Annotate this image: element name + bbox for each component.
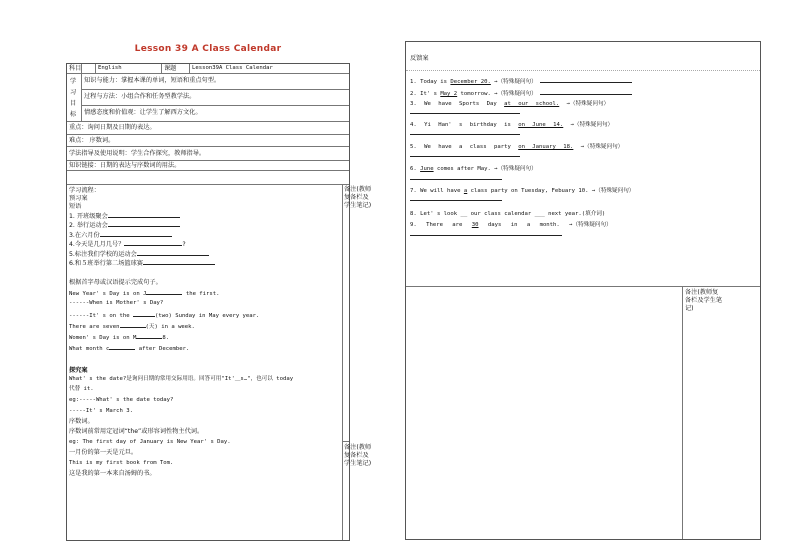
objective-knowledge: 知识与能力：掌握本课的单词，短语和重点句型。 — [84, 77, 221, 84]
phrase-item: 1. 开班级聚会 — [69, 212, 180, 220]
knowledge-link: 知识链接：日期的表达与序数词的用法。 — [69, 162, 181, 169]
feedback-heading: 反馈案 — [410, 55, 429, 62]
subject-label: 科目 — [69, 65, 82, 72]
lesson-plan-table — [66, 63, 372, 541]
page-title: Lesson 39 A Class Calendar — [134, 44, 282, 54]
side-note: 备注(教师复备栏及学生笔记) — [685, 289, 723, 312]
explore-line: 序数词前常用定冠词“the”或形容词性物主代词。 — [69, 428, 204, 435]
sentence-item: New Year' s Day is on J the first. — [69, 291, 220, 297]
feedback-q7: 7. We will have a class party on Tuesday, Febuary 10. →（特殊疑问句） — [410, 188, 635, 194]
difficulty: 难点： 序数词。 — [69, 137, 115, 144]
feedback-q3: 3. We have Sports Day at our school. →（特殊疑问句） — [410, 101, 610, 107]
preview-heading: 预习案 — [69, 195, 88, 202]
feedback-q9: 9. There are 30 days in a month. →（特殊疑问句） — [410, 222, 612, 228]
lesson-value: Lesson39A Class Calendar — [192, 65, 273, 71]
feedback-q5: 5. We have a class party on January 18. →（特殊疑问句） — [410, 144, 624, 150]
subject-value: English — [98, 65, 122, 71]
sentence-item: Women' s Day is on M 8. — [69, 335, 170, 341]
feedback-q2: 2. It' s May 2 tomorrow. →（特殊疑问句） — [410, 89, 632, 98]
objectives-label: 学习目标 — [70, 78, 77, 118]
explore-line: 这是我的第一本来自汤姆的书。 — [69, 470, 156, 477]
explore-line: This is my first book from Tom. — [69, 460, 174, 466]
lesson-label: 课题 — [164, 65, 177, 72]
sentence-item: What month c after December. — [69, 346, 190, 352]
feedback-q4: 4. Yi Han' s birthday is on June 14. →（特殊疑问句） — [410, 122, 614, 128]
side-note: 备注(教师复备栏及学生笔记) — [344, 186, 372, 209]
phrase-item: 5.标注我们学校的运动会 — [69, 250, 209, 258]
side-note: 备注(教师复备栏及学生笔记) — [344, 444, 372, 467]
explore-line: eg: The first day of January is New Year' s Day. — [69, 439, 231, 445]
sentence-item: ------When is Mother' s Day? — [69, 300, 164, 306]
phrases-label: 短语 — [69, 203, 82, 210]
feedback-q8: 8. Let' s look __ our class calendar ___ next year.(填介词) — [410, 211, 606, 217]
explore-line: -----It' s March 3. — [69, 408, 133, 414]
key-points: 重点：询问日期及日期的表达。 — [69, 124, 156, 131]
phrase-item: 3.在六月份 — [69, 231, 172, 239]
feedback-q1: 1. Today is December 20. →（特殊疑问句） — [410, 77, 632, 86]
explore-heading: 探究案 — [69, 367, 88, 374]
sentence-item: There are seven (天) in a week. — [69, 324, 195, 330]
explore-line: 序数词。 — [69, 418, 94, 425]
explore-line: What' s the date?是询问日期的常用交际用语。回答可用"It'＿s…"，也可以 today — [69, 376, 294, 382]
feedback-table — [405, 41, 761, 540]
explore-line: 一月份的第一天是元旦。 — [69, 449, 138, 456]
objective-process: 过程与方法：小组合作和任务型教学法。 — [84, 93, 196, 100]
explore-line: eg:-----What' s the date today? — [69, 397, 174, 403]
sentence-item: ------It' s on the (two) Sunday in May every year. — [69, 313, 260, 319]
phrase-item: 4.今天是几月几号？ ? — [69, 241, 186, 248]
instruction: 根据首字母或汉语提示完成句子。 — [69, 279, 162, 286]
explore-line: 代替 it. — [69, 386, 94, 392]
process-heading: 学习流程： — [69, 187, 100, 194]
objective-emotion: 情感态度和价值观：让学生了解西方文化。 — [84, 109, 202, 116]
phrase-item: 2. 举行运动会 — [69, 221, 180, 229]
feedback-q6: 6. June comes after May. →（特殊疑问句） — [410, 166, 537, 172]
guidance: 学法指导及使用说明：学生合作探究，教师指导。 — [69, 150, 206, 157]
phrase-item: 6.和５班举行第二场篮球赛 — [69, 259, 215, 267]
